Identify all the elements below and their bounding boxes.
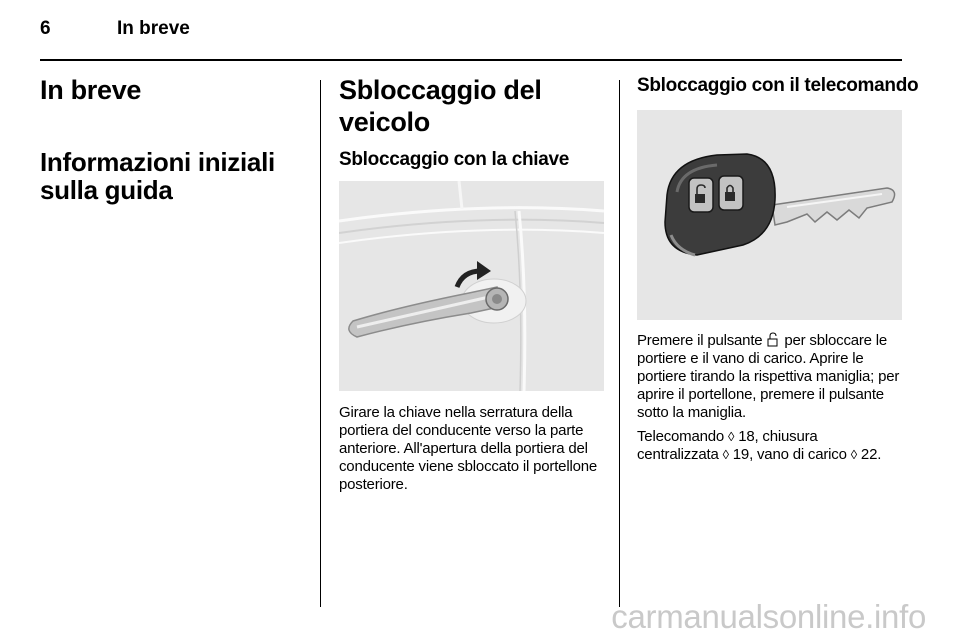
column-divider xyxy=(619,80,620,607)
column-right xyxy=(637,74,919,464)
body-paragraph xyxy=(637,332,902,422)
section-title: Informazioni iniziali sulla guida xyxy=(40,147,275,205)
text-run: Premere il pulsante xyxy=(637,332,763,349)
column-middle xyxy=(339,74,604,494)
section-title: Sbloccaggio del veicolo xyxy=(339,75,542,137)
cross-reference-paragraph xyxy=(637,428,902,464)
unlock-icon xyxy=(767,332,778,347)
header-rule xyxy=(40,59,902,61)
subsection-title: Sbloccaggio con la chiave xyxy=(339,149,570,170)
running-title: In breve xyxy=(117,18,190,39)
door-handle-illustration xyxy=(339,181,604,391)
text-run: 18, chiusura centralizzata xyxy=(637,428,818,463)
text-run: Telecomando xyxy=(637,428,725,445)
text-run: per sbloccare le portiere e il vano di carico. Aprire le portiere tirando la rispettiva maniglia; per aprire il portellone, premere il pulsante sotto la maniglia. xyxy=(637,332,900,421)
subsection-title: Sbloccaggio con il telecomando xyxy=(637,75,919,96)
cross-reference-icon: ◊ xyxy=(850,447,857,462)
remote-key-illustration xyxy=(637,110,902,320)
body-paragraph: Girare la chiave nella serratura della portiera del conducente verso la parte anteriore. All'apertura della portiera del conducente viene sbloccato il portellone posteriore. xyxy=(339,404,598,493)
column-left xyxy=(40,74,310,204)
text-run: 22. xyxy=(860,446,882,463)
cross-reference-icon: ◊ xyxy=(722,447,729,462)
column-divider xyxy=(320,80,321,607)
page-number: 6 xyxy=(40,18,51,39)
watermark: carmanualsonline.info xyxy=(611,598,926,635)
cross-reference-icon: ◊ xyxy=(728,429,735,444)
chapter-title: In breve xyxy=(40,75,142,105)
text-run: 19, vano di carico xyxy=(732,446,847,463)
